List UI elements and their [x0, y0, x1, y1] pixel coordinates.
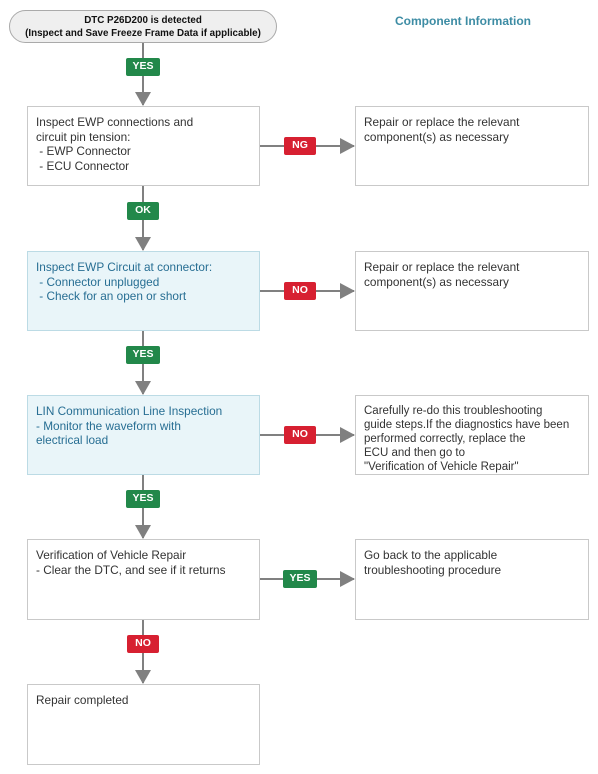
step-lin-communication: [27, 395, 260, 475]
label-no-step2: NO: [284, 282, 316, 300]
arrowhead: [340, 283, 355, 299]
result-line: Carefully re-do this troubleshooting: [364, 405, 543, 417]
step-repair-completed: [27, 684, 260, 765]
step-line: circuit pin tension:: [36, 129, 131, 144]
result-repair-replace-1: [355, 106, 589, 186]
result-line: ECU and then go to: [364, 447, 466, 459]
arrowhead: [135, 92, 151, 106]
result-go-back: [355, 539, 589, 620]
step-verification: [27, 539, 260, 620]
arrowhead: [135, 381, 151, 395]
arrowhead: [340, 427, 355, 443]
result-line: troubleshooting procedure: [364, 562, 502, 577]
component-information-title: Component Information: [395, 14, 531, 28]
result-line: component(s) as necessary: [364, 274, 509, 289]
start-terminal: [9, 10, 277, 43]
label-ok: OK: [127, 202, 159, 220]
step-line: - Connector unplugged: [36, 274, 160, 289]
arrowhead: [135, 670, 151, 684]
step-line: Inspect EWP Circuit at connector:: [36, 260, 213, 274]
step-inspect-connections: [27, 106, 260, 186]
result-line: Repair or replace the relevant: [364, 115, 520, 129]
label-yes-step2: YES: [126, 346, 160, 364]
result-line: Repair or replace the relevant: [364, 260, 520, 274]
label-yes-step4: YES: [283, 570, 317, 588]
label-no-step3: NO: [284, 426, 316, 444]
step-line: Repair completed: [36, 693, 129, 707]
label-ng: NG: [284, 137, 316, 155]
result-line: performed correctly, replace the: [364, 433, 526, 445]
arrowhead: [135, 237, 151, 251]
result-repair-replace-2: [355, 251, 589, 331]
result-line: Go back to the applicable: [364, 548, 498, 562]
step-line: - Monitor the waveform with: [36, 418, 181, 433]
step-line: electrical load: [36, 433, 109, 447]
step-line: - Clear the DTC, and see if it returns: [36, 562, 226, 577]
arrowhead: [135, 525, 151, 539]
label-no-step4: NO: [127, 635, 159, 653]
step-inspect-ewp-circuit: [27, 251, 260, 331]
arrowhead: [340, 571, 355, 587]
start-line-1: DTC P26D200 is detected: [84, 15, 202, 26]
step-line: Inspect EWP connections and: [36, 115, 194, 129]
step-line: - EWP Connector: [36, 144, 131, 158]
result-redo-troubleshooting: [355, 395, 589, 475]
label-yes-step3: YES: [126, 490, 160, 508]
step-line: - Check for an open or short: [36, 289, 187, 303]
step-line: - ECU Connector: [36, 158, 130, 173]
label-yes-start: YES: [126, 58, 160, 76]
result-line: "Verification of Vehicle Repair": [364, 461, 519, 473]
result-line: guide steps.If the diagnostics have been: [364, 419, 570, 431]
arrowhead: [340, 138, 355, 154]
step-line: LIN Communication Line Inspection: [36, 404, 223, 418]
result-line: component(s) as necessary: [364, 129, 509, 144]
start-line-2: (Inspect and Save Freeze Frame Data if applicable): [25, 28, 261, 39]
step-line: Verification of Vehicle Repair: [36, 548, 187, 562]
